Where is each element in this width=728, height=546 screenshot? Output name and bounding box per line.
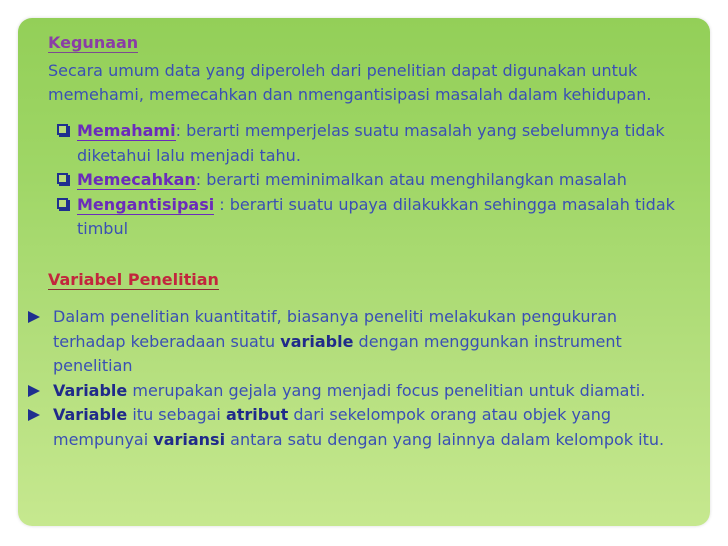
list-item [26,305,716,379]
variabel-heading: Variabel Penelitian [48,270,219,289]
bullet-text: dari sekelompok orang atau objek yang [288,405,612,424]
bullet-line: penelitian [53,356,133,375]
checkbox-bullet-icon [57,198,68,209]
kegunaan-section [48,31,708,108]
checkbox-bullet-icon [57,173,68,184]
bullet-text: mempunyai [53,429,154,449]
bold-term: Variable [53,380,128,400]
term-definition-cont: timbul [77,219,129,238]
arrow-bullet-icon [28,385,40,397]
bold-term: atribut [225,405,289,424]
list-item [57,168,707,193]
arrow-bullet-icon [28,311,40,323]
kegunaan-intro-line2: memehami, memecahkan dan nmengantisipasi masalah dalam kehidupan. [48,85,652,104]
term-memecahkan: Memecahkan [77,170,196,189]
bullet-text: terhadap keberadaan suatu [53,331,281,351]
kegunaan-list [57,119,707,242]
list-item [26,403,716,452]
bullet-text: dengan menggunkan instrument [353,331,622,351]
bullet-text: merupakan gejala yang menjadi focus penelitian untuk diamati. [127,380,646,400]
term-definition: : berarti meminimalkan atau menghilangkan masalah [195,170,627,189]
checkbox-bullet-icon [57,124,68,135]
bullet-text: antara satu dengan yang lainnya dalam kelompok itu. [225,429,665,449]
term-definition-cont: diketahui lalu menjadi tahu. [77,145,301,165]
bold-term: Variable [53,405,128,424]
bullet-text: itu sebagai [127,405,226,424]
term-definition: : berarti memperjelas suatu masalah yang sebelumnya tidak [175,121,665,140]
term-definition: : berarti suatu upaya dilakukkan sehingga masalah tidak [214,194,675,214]
kegunaan-intro-line1: Secara umum data yang diperoleh dari penelitian dapat digunakan untuk [48,60,638,80]
bold-term: variansi [153,429,226,449]
list-item [57,119,707,168]
bold-term: variable [280,331,354,351]
variabel-heading-block [48,268,448,293]
list-item [26,379,716,404]
term-memahami: Memahami [77,121,176,140]
term-mengantisipasi: Mengantisipasi [77,194,215,214]
list-item [57,193,707,242]
kegunaan-heading: Kegunaan [48,33,139,52]
bullet-line: Dalam penelitian kuantitatif, biasanya peneliti melakukan pengukuran [53,307,618,326]
arrow-bullet-icon [28,409,40,421]
variabel-list [26,305,716,452]
